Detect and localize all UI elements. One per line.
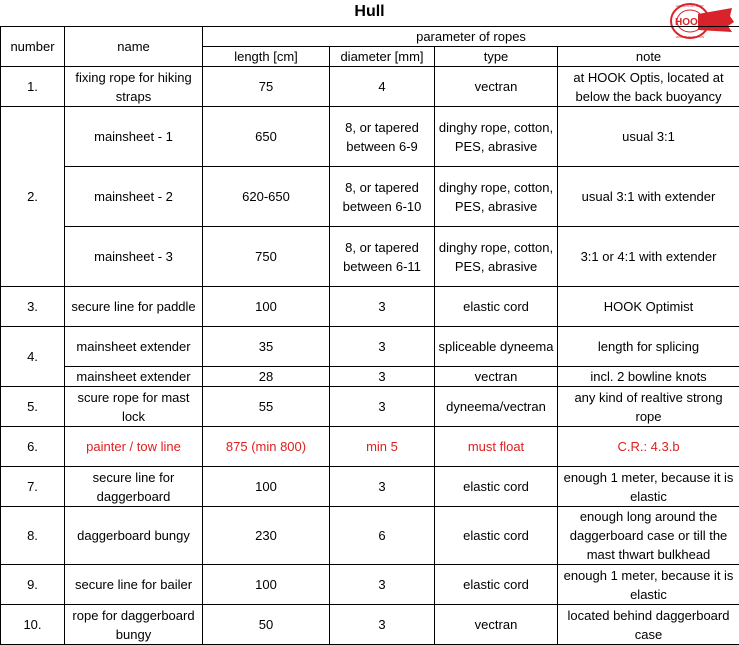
- cell-number: 6.: [1, 427, 65, 467]
- cell-length: 28: [203, 367, 330, 387]
- cell-diameter: 3: [330, 287, 435, 327]
- cell-type: dyneema/vectran: [435, 387, 558, 427]
- cell-number: 5.: [1, 387, 65, 427]
- cell-diameter: 3: [330, 605, 435, 645]
- cell-name: secure line for daggerboard: [65, 467, 203, 507]
- header-note: note: [558, 47, 739, 67]
- cell-name: mainsheet - 1: [65, 107, 203, 167]
- cell-length: 75: [203, 67, 330, 107]
- cell-type: elastic cord: [435, 565, 558, 605]
- cell-note: incl. 2 bowline knots: [558, 367, 739, 387]
- cell-diameter: 3: [330, 327, 435, 367]
- table-row: [1, 227, 739, 287]
- table-row: [1, 327, 739, 367]
- cell-name: secure line for paddle: [65, 287, 203, 327]
- header-name: name: [65, 27, 203, 67]
- cell-length: 55: [203, 387, 330, 427]
- cell-name: scure rope for mast lock: [65, 387, 203, 427]
- cell-name: mainsheet extender: [65, 367, 203, 387]
- cell-note: usual 3:1 with extender: [558, 167, 739, 227]
- cell-length: 100: [203, 565, 330, 605]
- cell-type: spliceable dyneema: [435, 327, 558, 367]
- cell-diameter: 8, or tapered between 6-9: [330, 107, 435, 167]
- cell-type: dinghy rope, cotton, PES, abrasive: [435, 167, 558, 227]
- table-row: [1, 387, 739, 427]
- table-row: [1, 427, 739, 467]
- cell-type: dinghy rope, cotton, PES, abrasive: [435, 227, 558, 287]
- table-row: [1, 67, 739, 107]
- cell-number: 3.: [1, 287, 65, 327]
- cell-diameter: 3: [330, 565, 435, 605]
- header-group: parameter of ropes: [203, 27, 739, 47]
- table-row: [1, 167, 739, 227]
- cell-type: elastic cord: [435, 287, 558, 327]
- cell-length: 750: [203, 227, 330, 287]
- cell-note: HOOK Optimist: [558, 287, 739, 327]
- cell-length: 875 (min 800): [203, 427, 330, 467]
- cell-name: painter / tow line: [65, 427, 203, 467]
- cell-length: 620-650: [203, 167, 330, 227]
- cell-note: enough long around the daggerboard case or till the mast thwart bulkhead: [558, 507, 739, 565]
- cell-number: 7.: [1, 467, 65, 507]
- logo-mark: HOOK: [675, 17, 705, 28]
- table-row: [1, 107, 739, 167]
- cell-number: 10.: [1, 605, 65, 645]
- cell-note: usual 3:1: [558, 107, 739, 167]
- cell-type: vectran: [435, 67, 558, 107]
- header-number: number: [1, 27, 65, 67]
- cell-diameter: 3: [330, 367, 435, 387]
- table-row: [1, 565, 739, 605]
- cell-diameter: 8, or tapered between 6-11: [330, 227, 435, 287]
- cell-name: mainsheet - 2: [65, 167, 203, 227]
- sheet-title: Hull: [354, 3, 385, 20]
- cell-diameter: min 5: [330, 427, 435, 467]
- cell-length: 50: [203, 605, 330, 645]
- cell-length: 100: [203, 287, 330, 327]
- cell-number: 8.: [1, 507, 65, 565]
- cell-note: at HOOK Optis, located at below the back buoyancy: [558, 67, 739, 107]
- cell-number: 1.: [1, 67, 65, 107]
- cell-note: 3:1 or 4:1 with extender: [558, 227, 739, 287]
- cell-diameter: 6: [330, 507, 435, 565]
- cell-number: 2.: [1, 107, 65, 287]
- cell-length: 230: [203, 507, 330, 565]
- cell-type: vectran: [435, 367, 558, 387]
- cell-name: mainsheet extender: [65, 327, 203, 367]
- logo-text-bottom: WORLD CHAMPION: [675, 35, 705, 39]
- cell-type: elastic cord: [435, 467, 558, 507]
- header-length: length [cm]: [203, 47, 330, 67]
- cell-type: dinghy rope, cotton, PES, abrasive: [435, 107, 558, 167]
- table-row: [1, 507, 739, 565]
- table-row: [1, 467, 739, 507]
- cell-length: 650: [203, 107, 330, 167]
- cell-type: must float: [435, 427, 558, 467]
- cell-note: length for splicing: [558, 327, 739, 367]
- cell-name: fixing rope for hiking straps: [65, 67, 203, 107]
- cell-note: any kind of realtive strong rope: [558, 387, 739, 427]
- logo-text-top: HOBACS OPTIMIST: [676, 4, 704, 8]
- table-row: [1, 605, 739, 645]
- table-row: [1, 367, 739, 387]
- ropes-table: [0, 26, 739, 645]
- header-diameter: diameter [mm]: [330, 47, 435, 67]
- cell-note: located behind daggerboard case: [558, 605, 739, 645]
- cell-length: 100: [203, 467, 330, 507]
- cell-name: daggerboard bungy: [65, 507, 203, 565]
- cell-note: enough 1 meter, because it is elastic: [558, 467, 739, 507]
- cell-diameter: 4: [330, 67, 435, 107]
- cell-name: rope for daggerboard bungy: [65, 605, 203, 645]
- cell-name: mainsheet - 3: [65, 227, 203, 287]
- cell-number: 4.: [1, 327, 65, 387]
- cell-name: secure line for bailer: [65, 565, 203, 605]
- cell-diameter: 8, or tapered between 6-10: [330, 167, 435, 227]
- cell-diameter: 3: [330, 467, 435, 507]
- header-type: type: [435, 47, 558, 67]
- cell-diameter: 3: [330, 387, 435, 427]
- cell-number: 9.: [1, 565, 65, 605]
- cell-type: elastic cord: [435, 507, 558, 565]
- cell-note: C.R.: 4.3.b: [558, 427, 739, 467]
- cell-note: enough 1 meter, because it is elastic: [558, 565, 739, 605]
- cell-type: vectran: [435, 605, 558, 645]
- table-row: [1, 287, 739, 327]
- cell-length: 35: [203, 327, 330, 367]
